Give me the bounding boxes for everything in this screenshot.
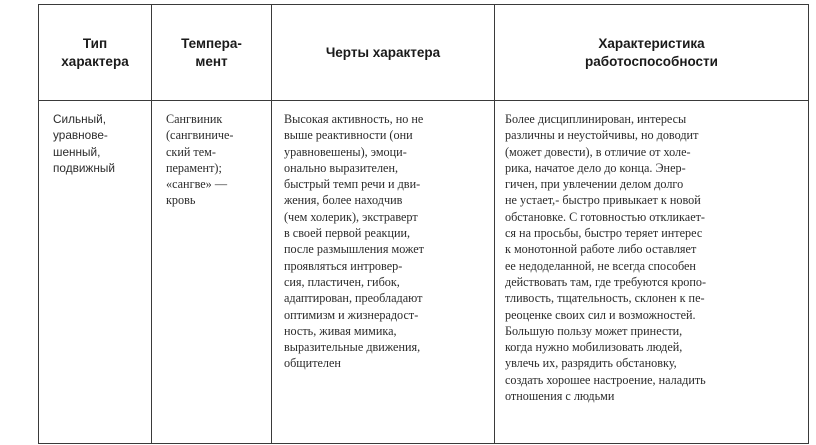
header-character-type: Тип характера <box>61 35 129 69</box>
header-cell-character-type <box>39 5 152 101</box>
cell-temperament: Сангвиник (сангвиниче- ский тем- перамент); «сангве» — кровь <box>152 101 272 444</box>
header-performance: Характеристика работоспособности <box>585 35 718 69</box>
cell-performance: Более дисциплинирован, интересы различны и неустойчивы, но доводит (может довести), в отличие от холе- рика, начатое дело до конца. Энер- гичен, при увлечении делом долго не устает,- быстро привыкает к новой обстановке. С готовностью откликает- ся на просьбы, быстро теряет интерес к монотонной работе либо оставляет ее недоделанной, не всегда способен действовать там, где требуются кропо- тливость, тщательность, склонен к пе- реоценке своих сил и возможностей. Большую пользу может принести, когда нужно мобилизовать людей, увлечь их, разрядить обстановку, создать хорошее настроение, наладить отношения с людьми <box>495 101 809 444</box>
cell-character-traits: Высокая активность, но не выше реактивности (они уравновешены), эмоци- онально выразителен, быстрый темп речи и дви- жения, более находчив (чем холерик), экстраверт в своей первой реакции, после размышления может проявляться интровер- сия, пластичен, гибок, адаптирован, преобладают оптимизм и жизнерадост- ность, живая мимика, выразительные движения, общителен <box>272 101 495 444</box>
table-row <box>39 101 809 444</box>
cell-character-type: Сильный, уравнове- шенный, подвижный <box>39 101 152 444</box>
header-cell-temperament <box>152 5 272 101</box>
header-cell-performance <box>495 5 809 101</box>
header-cell-character-traits <box>272 5 495 101</box>
header-character-traits: Черты характера <box>325 44 441 60</box>
header-temperament: Темпера- мент <box>181 35 242 69</box>
table-header-row <box>39 5 809 101</box>
character-types-table <box>38 4 809 444</box>
